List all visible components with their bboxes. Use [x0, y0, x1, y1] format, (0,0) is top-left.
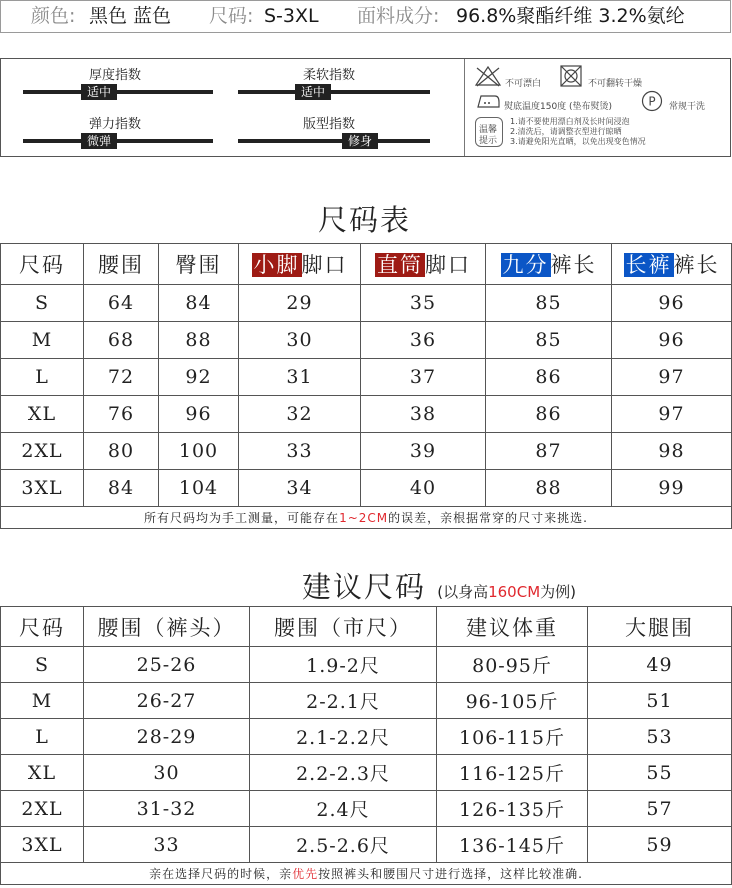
- suggest-table-cell: 2.4尺: [250, 791, 437, 827]
- size-table-cell: 85: [486, 285, 612, 322]
- size-header-cell: 长裤裤长: [612, 244, 732, 285]
- size-table-note: 所有尺码均为手工测量，可能存在1~2CM的误差，亲根据常穿的尺寸来挑选.: [1, 507, 732, 529]
- suggest-table-title: 建议尺码 (以身高160CM为例): [302, 570, 576, 604]
- size-table-cell: 35: [361, 285, 486, 322]
- size-table-cell: 86: [486, 359, 612, 396]
- size-table-cell: 86: [486, 396, 612, 433]
- dry-clean-p-icon: [641, 90, 663, 112]
- size-table-cell: 29: [239, 285, 361, 322]
- suggest-table: [0, 606, 732, 885]
- size-table-cell: 80: [84, 433, 159, 470]
- size-table-row: [1, 322, 732, 359]
- size-table-cell: 96: [159, 396, 239, 433]
- suggest-table-cell: 31-32: [84, 791, 250, 827]
- suggest-table-row: [1, 791, 732, 827]
- fit-index-bar: [238, 139, 430, 143]
- size-table-cell: 72: [84, 359, 159, 396]
- no-tumble-dry-icon: [559, 64, 583, 88]
- suggest-table-note: 亲在选择尺码的时候，亲优先按照裤头和腰围尺寸进行选择，这样比较准确.: [1, 863, 732, 885]
- suggest-table-cell: 126-135斤: [437, 791, 588, 827]
- suggest-table-cell: 80-95斤: [437, 647, 588, 683]
- size-table-cell: 33: [239, 433, 361, 470]
- size-table: [0, 243, 732, 529]
- size-table-cell: 100: [159, 433, 239, 470]
- size-table-header-row: [1, 244, 732, 285]
- size-table-cell: 40: [361, 470, 486, 507]
- size-table-cell: 96: [612, 322, 732, 359]
- thickness-index-tag: 适中: [81, 84, 117, 100]
- suggest-header-cell: 建议体重: [437, 607, 588, 647]
- suggest-table-row: [1, 827, 732, 863]
- size-table-cell: 31: [239, 359, 361, 396]
- size-table-cell: 96: [612, 285, 732, 322]
- size-table-row: [1, 470, 732, 507]
- size-table-cell: 88: [486, 470, 612, 507]
- softness-index-title: 柔软指数: [303, 68, 356, 83]
- size-table-cell: 68: [84, 322, 159, 359]
- elasticity-index-title: 弹力指数: [89, 117, 142, 132]
- suggest-table-cell: 106-115斤: [437, 719, 588, 755]
- no-bleach-text: 不可漂白: [505, 79, 542, 89]
- size-label: 尺码:: [209, 5, 254, 27]
- suggest-table-cell: 2XL: [1, 791, 84, 827]
- care-note-2: 2.清洗后，请调整衣型进行晾晒: [510, 127, 622, 136]
- thickness-index-bar: [23, 90, 213, 94]
- size-header-cell: 直筒脚口: [361, 244, 486, 285]
- color-value: 黑色 蓝色: [89, 5, 172, 27]
- suggest-table-cell: 57: [588, 791, 732, 827]
- size-header-cell: 小脚脚口: [239, 244, 361, 285]
- fit-index-tag: 修身: [342, 133, 378, 149]
- size-table-cell: 39: [361, 433, 486, 470]
- care-note-3: 3.请避免阳光直晒，以免出现变色情况: [510, 137, 646, 146]
- size-table-cell: 85: [486, 322, 612, 359]
- suggest-header-cell: 大腿围: [588, 607, 732, 647]
- size-table-row: [1, 396, 732, 433]
- suggest-table-header-row: [1, 607, 732, 647]
- suggest-header-cell: 腰围（市尺）: [250, 607, 437, 647]
- suggest-table-cell: 30: [84, 755, 250, 791]
- panel-divider: [464, 59, 465, 156]
- suggest-table-cell: 53: [588, 719, 732, 755]
- dry-clean-text: 常规干洗: [669, 102, 706, 112]
- suggest-table-cell: XL: [1, 755, 84, 791]
- size-table-cell: 2XL: [1, 433, 84, 470]
- tips-badge: [475, 117, 503, 147]
- suggest-table-row: [1, 683, 732, 719]
- iron-icon: [475, 92, 501, 110]
- size-table-cell: 88: [159, 322, 239, 359]
- size-table-cell: S: [1, 285, 84, 322]
- color-label: 颜色:: [31, 5, 76, 27]
- suggest-table-cell: 51: [588, 683, 732, 719]
- size-table-cell: 3XL: [1, 470, 84, 507]
- size-table-cell: L: [1, 359, 84, 396]
- softness-index-bar: [238, 90, 430, 94]
- suggest-table-cell: 2-2.1尺: [250, 683, 437, 719]
- size-table-cell: 64: [84, 285, 159, 322]
- elasticity-index-bar: [23, 139, 213, 143]
- size-table-cell: 92: [159, 359, 239, 396]
- suggest-table-cell: 116-125斤: [437, 755, 588, 791]
- size-table-cell: 97: [612, 359, 732, 396]
- suggest-table-cell: L: [1, 719, 84, 755]
- size-table-row: [1, 285, 732, 322]
- suggest-table-cell: 33: [84, 827, 250, 863]
- fabric-value: 96.8%聚酯纤维 3.2%氨纶: [456, 5, 685, 27]
- iron-text: 熨底温度150度 (垫布熨烫): [504, 102, 613, 112]
- fabric-label: 面料成分:: [357, 5, 440, 27]
- size-table-cell: 38: [361, 396, 486, 433]
- elasticity-index-tag: 微弹: [81, 133, 117, 149]
- care-note-1: 1.请不要使用漂白剂及长时间浸泡: [510, 117, 630, 126]
- size-value: S-3XL: [264, 5, 319, 27]
- suggest-table-cell: 136-145斤: [437, 827, 588, 863]
- thickness-index-title: 厚度指数: [89, 68, 142, 83]
- suggest-header-cell: 尺码: [1, 607, 84, 647]
- suggest-table-cell: 2.2-2.3尺: [250, 755, 437, 791]
- size-table-cell: 76: [84, 396, 159, 433]
- suggest-table-cell: M: [1, 683, 84, 719]
- softness-index-tag: 适中: [295, 84, 331, 100]
- suggest-table-cell: 2.5-2.6尺: [250, 827, 437, 863]
- no-tumble-text: 不可翻转干燥: [588, 79, 643, 89]
- suggest-table-cell: 49: [588, 647, 732, 683]
- no-bleach-icon: [474, 65, 502, 87]
- size-header-cell: 九分裤长: [486, 244, 612, 285]
- suggest-table-cell: 59: [588, 827, 732, 863]
- fit-index-title: 版型指数: [303, 117, 356, 132]
- suggest-table-cell: 25-26: [84, 647, 250, 683]
- suggest-table-cell: S: [1, 647, 84, 683]
- product-info-bar: [0, 0, 731, 33]
- size-table-cell: 37: [361, 359, 486, 396]
- size-table-cell: 36: [361, 322, 486, 359]
- size-table-cell: 30: [239, 322, 361, 359]
- suggest-header-cell: 腰围（裤头）: [84, 607, 250, 647]
- index-care-panel: [0, 58, 731, 157]
- size-table-cell: 98: [612, 433, 732, 470]
- suggest-table-cell: 3XL: [1, 827, 84, 863]
- size-table-cell: 99: [612, 470, 732, 507]
- size-table-cell: 32: [239, 396, 361, 433]
- size-table-note-row: [1, 507, 732, 529]
- tips-label-2: 提示: [479, 136, 498, 146]
- size-header-cell: 臀围: [159, 244, 239, 285]
- suggest-table-note-row: [1, 863, 732, 885]
- suggest-table-cell: 1.9-2尺: [250, 647, 437, 683]
- size-table-cell: 84: [84, 470, 159, 507]
- size-table-title: 尺码表: [318, 203, 412, 237]
- suggest-table-row: [1, 719, 732, 755]
- size-table-cell: 87: [486, 433, 612, 470]
- suggest-table-cell: 2.1-2.2尺: [250, 719, 437, 755]
- suggest-table-cell: 26-27: [84, 683, 250, 719]
- size-table-cell: 97: [612, 396, 732, 433]
- size-table-cell: 34: [239, 470, 361, 507]
- tips-label-1: 温馨: [479, 125, 498, 135]
- suggest-table-row: [1, 755, 732, 791]
- suggest-table-cell: 28-29: [84, 719, 250, 755]
- size-table-cell: M: [1, 322, 84, 359]
- suggest-table-cell: 55: [588, 755, 732, 791]
- size-table-cell: 104: [159, 470, 239, 507]
- size-table-cell: 84: [159, 285, 239, 322]
- size-table-cell: XL: [1, 396, 84, 433]
- suggest-table-row: [1, 647, 732, 683]
- size-table-row: [1, 433, 732, 470]
- size-table-row: [1, 359, 732, 396]
- size-header-cell: 尺码: [1, 244, 84, 285]
- suggest-table-cell: 96-105斤: [437, 683, 588, 719]
- size-header-cell: 腰围: [84, 244, 159, 285]
- svg-text:P: P: [648, 94, 656, 109]
